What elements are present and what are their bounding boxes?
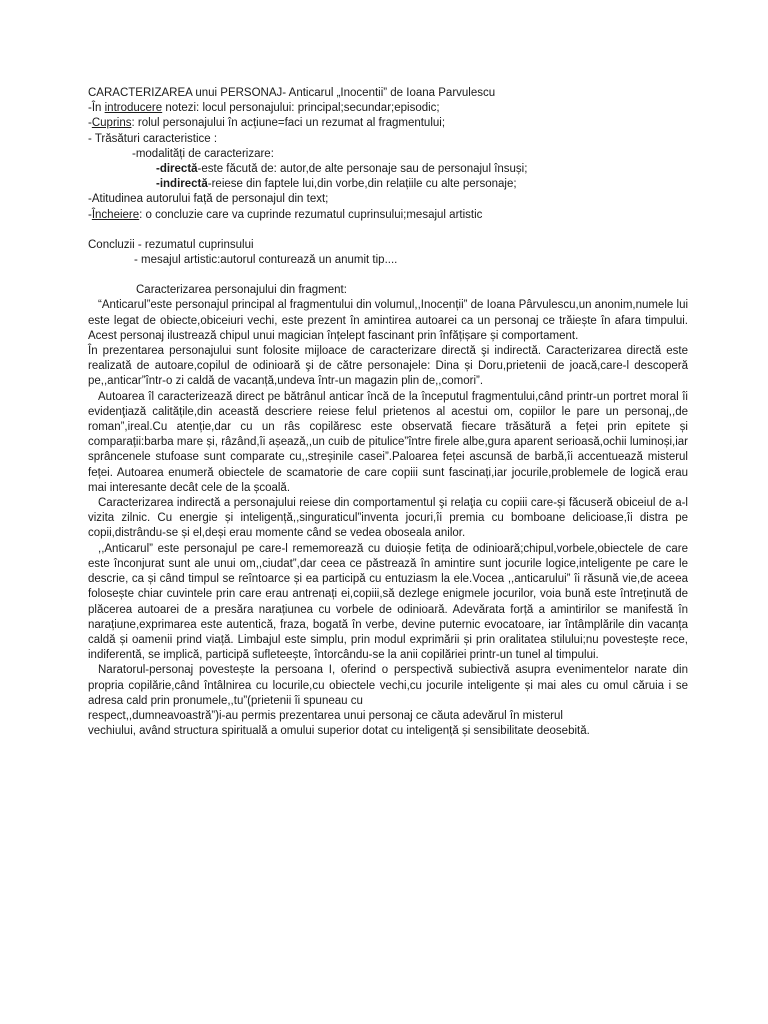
content-text: : rolul personajului în acțiune=faci un rezumat al fragmentului; <box>131 117 446 130</box>
conclusions-message: - mesajul artistic:autorul conturează un anumit tip.... <box>134 254 398 267</box>
outline-modalities: -modalități de caracterizare: <box>132 147 274 160</box>
essay-paragraph-1: “Anticarul”este personajul principal al fragmentului din volumul,,Inocenții” de Ioana Pârvulescu,un anonim,numele lui este legat de obiecte,obiceiuri vechi, este prezent în amintirea autoarei ca un personaj ce trăiește în afara timpului. Acest personaj ilustrează chipul unui magician înțelept fascinant prin înfățișare și comportament. <box>88 299 689 342</box>
outline-indirect <box>88 177 688 192</box>
outline-content <box>88 116 688 131</box>
essay-paragraph-6-line-a: respect,,dumneavoastră”)i-au permis prezentarea unui personaj ce căuta adevărul în misterul <box>88 709 563 722</box>
essay-paragraph-4: Caracterizarea indirectă a personajului reiese din comportamentul şi relaţia cu copiii care-și făcuseră obiceiul de a-l vizita zilnic. Cu energie și inteligență,,singuraticul”inventa jocuri,îi premia cu bomboane delicioase,îi distra pe copii,distrându-se și el,deși erau momente când se vedea oboseala anilor. <box>88 497 688 540</box>
direct-text: -este făcută de: autor,de alte personaje sau de personajul însuși; <box>197 163 528 176</box>
direct-term: -directă <box>156 163 198 176</box>
essay-paragraph-3: Autoarea îl caracterizează direct pe bătrânul anticar încă de la începutul fragmentului,când printr-un portret moral îi evidenţiază calitățile,din această descriere reiese felul prietenos al acestui om, copiilor le pare un personaj,,de roman”,ireal.Cu atenție,dar cu un râs copilăresc este observată fiecare trăsătură a feței prin epitete și comparații:barba mare și, râzând,îi așează,,un cuib de pitulice”între firele albe,gura aparent serioasă,ochii luminoși,iar sprâncenele stufoase sunt comparate cu,,streșinile casei”.Paloarea feței ascunsă de barbă,îi accentuează misterul feței. Autoarea enumeră obiectele de scamatorie de care copiii sunt fascinați,iar jocurile,problemele de logică erau mai interesante decât cele de la școală. <box>88 390 688 494</box>
document-title: CARACTERIZAREA unui PERSONAJ- Anticarul „Inocentii” de Ioana Parvulescu <box>88 87 496 99</box>
ending-text: : o concluzie care va cuprinde rezumatul cuprinsului;mesajul artistic <box>139 208 483 221</box>
essay-paragraph-6-line-b: vechiului, având structura spirituală a omului superior dotat cu inteligență și sensibilitate deosebită. <box>88 725 590 738</box>
essay-paragraph-5: ,,Anticarul” este personajul pe care-l rememorează cu duioșie fetița de odinioară;chipul,vorbele,obiectele de care este înconjurat sunt ale unui om,,ciudat”,dar ceea ce păstrează în amintire sunt jocurile logice,inteligente pe care le descrie, ca și când timpul se reîntoarce și ea participă cu entuziasm la ele.Vocea ,,anticarului” îi răsună vie,de aceea folosește chiar cuvintele prin care erau antrenați ei,copiii,să dezlege enigmele jocurilor, voia bună este întreținută de plăcerea autoarei de a presăra narațiunea cu vorbele de odinioară. Adevărata forță a amintirilor se manifestă în narațiune,exprimarea este autentică, fraza, bogată în verbe, devine puternic evocatoare, iar întâmplările din vacanța caldă și oamenii prind viață. Limbajul este simplu, prin modul exprimării și prin oralitatea stilului;nu povestește rece, indiferentă, se implică, participă sufleteește, întorcându-se la anii copilăriei printr-un tunel al timpului. <box>88 542 688 662</box>
document-body <box>88 86 688 739</box>
indirect-text: -reiese din faptele lui,din vorbe,din relațiile cu alte personaje; <box>207 178 517 191</box>
indirect-term: -indirectă <box>156 178 208 191</box>
outline-traits: - Trăsături caracteristice : <box>88 132 218 145</box>
outline-ending <box>88 208 688 223</box>
essay-paragraph-6: Naratorul-personaj povestește la persoana I, oferind o perspectivă subiectivă asupra evenimentelor narate din propria copilărie,când întâlnirea cu locurile,cu obiectele vechi,cu jocurile inteligente și mai ales cu omul căruia i se adresa cald prin pronumele,,tu”(prietenii îi spuneau cu <box>88 664 688 707</box>
intro-prefix: -În <box>88 102 105 115</box>
content-prefix: - <box>88 117 92 130</box>
outline-attitude: -Atitudinea autorului față de personajul din text; <box>88 193 329 206</box>
outline-introduction <box>88 101 688 116</box>
conclusions-summary: Concluzii - rezumatul cuprinsului <box>88 238 254 251</box>
content-term: Cuprins <box>91 117 132 130</box>
intro-text: notezi: locul personajului: principal;secundar;episodic; <box>162 102 440 115</box>
outline-direct <box>88 162 688 177</box>
ending-prefix: - <box>88 208 92 221</box>
essay-heading: Caracterizarea personajului din fragment: <box>136 284 347 297</box>
essay-paragraph-2: În prezentarea personajului sunt folosite mijloace de caracterizare directă şi indirectă. Caracterizarea directă este realizată de autoare,copilul de odinioară şi de către personajele: Dina și Doru,prietenii de joacă,care-l descoperă pe,,anticar”într-o zi caldă de vacanță,undeva într-un magazin plin de,,comori”. <box>88 345 688 388</box>
intro-term: introducere <box>104 102 163 115</box>
ending-term: Încheiere <box>91 208 140 221</box>
